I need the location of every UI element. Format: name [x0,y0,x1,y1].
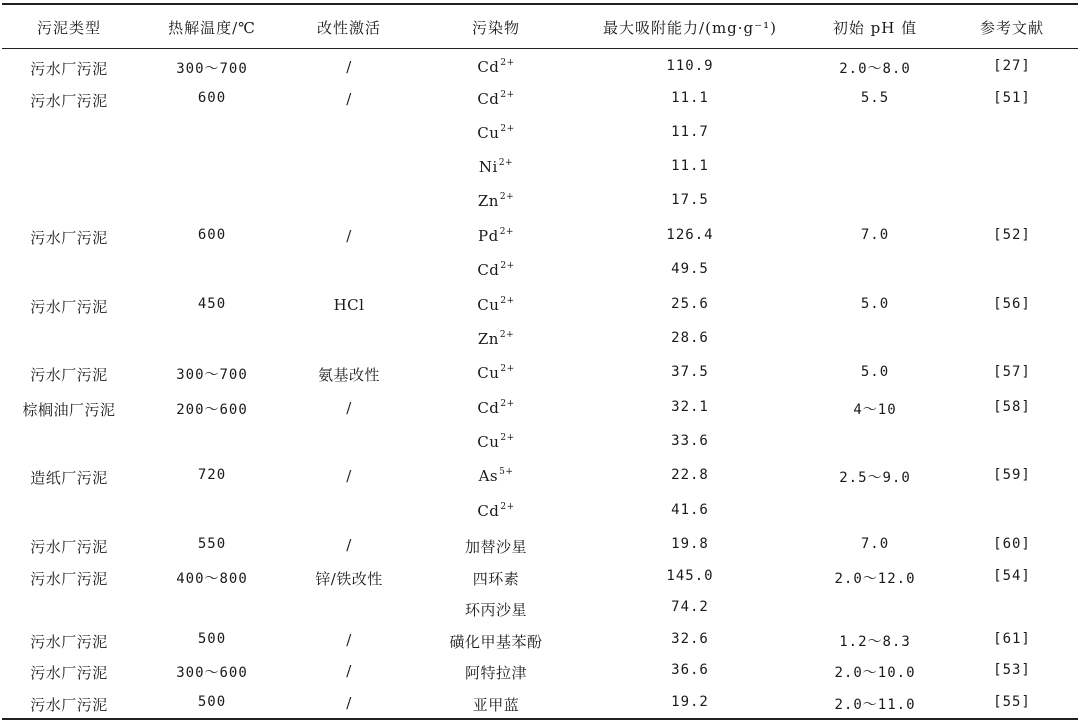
cell-max-capacity: 19.8 [671,536,709,552]
table-bottom-rule [2,718,1078,720]
cell-sludge-type: 污水厂污泥 [30,696,108,714]
pollutant-name: 阿特拉津 [464,664,528,682]
cell-modification: HCl [333,296,365,314]
cell-pyrolysis-temp: 400～800 [176,571,248,587]
ion-charge: 5+ [499,467,514,477]
table-header-rule [2,48,1078,49]
cell-max-capacity: 22.8 [671,467,709,483]
cell-max-capacity: 74.2 [671,599,709,615]
cell-pollutant [477,90,514,108]
pollutant-name: Cu [477,124,500,142]
cell-pyrolysis-temp: 500 [197,694,227,710]
header-max-capacity: 最大吸附能力/(mg·g⁻¹) [603,19,777,37]
ion-charge: 2+ [499,330,515,340]
cell-initial-ph: 5.0 [860,296,890,312]
cell-modification: / [346,694,352,712]
cell-initial-ph: 5.5 [860,90,890,106]
cell-reference: [59] [993,467,1031,483]
cell-initial-ph: 2.0～10.0 [834,665,916,681]
cell-reference: [27] [993,58,1031,74]
cell-pyrolysis-temp: 500 [197,631,227,647]
cell-pollutant [479,467,514,485]
cell-max-capacity: 36.6 [671,662,709,678]
cell-initial-ph: 4～10 [853,402,897,418]
cell-max-capacity: 33.6 [671,433,709,449]
pollutant-name: 环丙沙星 [464,601,528,619]
cell-modification: / [346,631,352,649]
cell-reference: [61] [993,631,1031,647]
cell-modification: / [346,536,352,554]
cell-reference: [52] [993,227,1031,243]
cell-max-capacity: 126.4 [666,227,714,243]
cell-pyrolysis-temp: 300～700 [176,367,248,383]
cell-modification: 锌/铁改性 [315,570,383,588]
cell-max-capacity: 49.5 [671,261,709,277]
ion-charge: 2+ [500,90,515,100]
pollutant-name: Pd [478,227,499,245]
cell-pollutant [449,631,542,652]
ion-charge: 2+ [500,502,515,512]
cell-initial-ph: 7.0 [860,536,890,552]
cell-sludge-type: 污水厂污泥 [30,664,108,682]
cell-pollutant [477,58,514,76]
cell-pollutant [477,502,514,520]
ion-charge: 2+ [500,58,515,68]
ion-charge: 2+ [500,124,515,134]
cell-max-capacity: 17.5 [671,192,709,208]
cell-pollutant [465,599,527,620]
header-pollutant: 污染物 [471,19,521,37]
cell-sludge-type: 污水厂污泥 [30,298,108,316]
pollutant-name: Cd [477,502,500,520]
cell-pollutant [473,568,520,589]
header-modification: 改性激活 [316,19,382,37]
cell-sludge-type: 污水厂污泥 [30,92,108,110]
pollutant-name: Cu [477,296,500,314]
cell-reference: [56] [993,296,1031,312]
cell-sludge-type: 污水厂污泥 [30,633,108,651]
ion-charge: 2+ [498,158,514,168]
pollutant-name: 亚甲蓝 [472,696,520,714]
cell-max-capacity: 28.6 [671,330,709,346]
cell-pyrolysis-temp: 720 [197,467,227,483]
cell-max-capacity: 145.0 [666,568,714,584]
header-initial-ph: 初始 pH 值 [832,19,918,37]
cell-max-capacity: 11.1 [671,90,709,106]
cell-pollutant [477,433,514,451]
ion-charge: 2+ [500,433,515,443]
pollutant-name: Ni [478,158,498,176]
cell-reference: [54] [993,568,1031,584]
cell-reference: [60] [993,536,1031,552]
cell-pyrolysis-temp: 550 [197,536,227,552]
table-header-row [0,5,1080,48]
cell-modification: / [346,58,352,76]
cell-pollutant [473,694,520,715]
cell-pyrolysis-temp: 450 [197,296,227,312]
cell-pollutant [478,330,514,348]
pollutant-name: Cd [477,399,500,417]
ion-charge: 2+ [500,296,515,306]
cell-reference: [57] [993,364,1031,380]
cell-max-capacity: 37.5 [671,364,709,380]
cell-pollutant [477,124,514,142]
cell-sludge-type: 污水厂污泥 [30,570,108,588]
cell-pyrolysis-temp: 600 [197,227,227,243]
cell-pollutant [477,364,514,382]
cell-initial-ph: 2.0～8.0 [839,61,911,77]
cell-sludge-type: 棕榈油厂污泥 [22,401,116,419]
ion-charge: 2+ [500,399,515,409]
ion-charge: 2+ [500,261,515,271]
cell-reference: [55] [993,694,1031,710]
cell-max-capacity: 25.6 [671,296,709,312]
cell-max-capacity: 32.1 [671,399,709,415]
cell-max-capacity: 41.6 [671,502,709,518]
cell-modification: 氨基改性 [317,366,381,384]
pollutant-name: 四环素 [472,570,520,588]
cell-sludge-type: 污水厂污泥 [30,60,108,78]
pollutant-name: Cu [477,433,500,451]
pollutant-name: Cd [477,90,500,108]
header-pyrolysis-temp: 热解温度/℃ [168,19,256,37]
cell-max-capacity: 110.9 [666,58,714,74]
ion-charge: 2+ [499,227,514,237]
cell-pyrolysis-temp: 300～700 [176,61,248,77]
cell-modification: / [346,227,352,245]
cell-pollutant [465,536,527,557]
cell-modification: / [346,399,352,417]
cell-pollutant [477,261,514,279]
pollutant-name: Cd [477,261,500,279]
pollutant-name: Cd [477,58,500,76]
cell-reference: [58] [993,399,1031,415]
header-reference: 参考文献 [979,19,1045,37]
cell-pyrolysis-temp: 300～600 [176,665,248,681]
cell-initial-ph: 7.0 [860,227,890,243]
cell-initial-ph: 2.0～11.0 [834,697,916,713]
cell-reference: [51] [993,90,1031,106]
cell-initial-ph: 1.2～8.3 [839,634,911,650]
pollutant-name: As [478,467,499,485]
cell-sludge-type: 污水厂污泥 [30,538,108,556]
cell-sludge-type: 污水厂污泥 [30,366,108,384]
cell-sludge-type: 污水厂污泥 [30,229,108,247]
cell-max-capacity: 32.6 [671,631,709,647]
cell-pollutant [477,399,514,417]
cell-pyrolysis-temp: 200～600 [176,402,248,418]
cell-sludge-type: 造纸厂污泥 [30,469,108,487]
cell-max-capacity: 11.7 [671,124,709,140]
pollutant-name: 磺化甲基苯酚 [449,633,543,651]
cell-modification: / [346,467,352,485]
cell-pollutant [478,227,514,245]
cell-pollutant [479,158,513,176]
pollutant-name: 加替沙星 [464,538,528,556]
pollutant-name: Zn [477,330,499,348]
cell-pollutant [465,662,527,683]
ion-charge: 2+ [500,364,515,374]
cell-initial-ph: 5.0 [860,364,890,380]
cell-initial-ph: 2.5～9.0 [839,470,911,486]
cell-max-capacity: 19.2 [671,694,709,710]
pollutant-name: Cu [477,364,500,382]
cell-max-capacity: 11.1 [671,158,709,174]
cell-initial-ph: 2.0～12.0 [834,571,916,587]
cell-pollutant [477,296,514,314]
cell-reference: [53] [993,662,1031,678]
cell-modification: / [346,662,352,680]
pollutant-name: Zn [477,192,499,210]
cell-modification: / [346,90,352,108]
ion-charge: 2+ [499,192,515,202]
cell-pollutant [478,192,514,210]
cell-pyrolysis-temp: 600 [197,90,227,106]
header-sludge-type: 污泥类型 [36,19,102,37]
